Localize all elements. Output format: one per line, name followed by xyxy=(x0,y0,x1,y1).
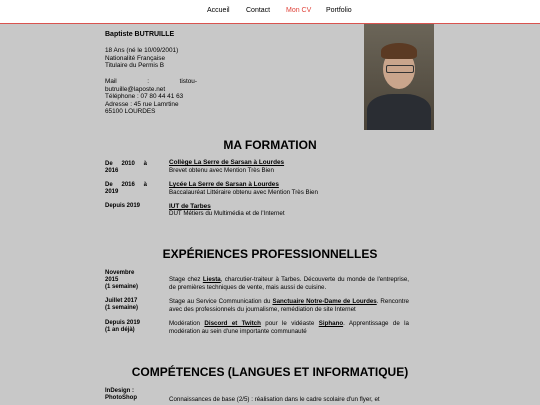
profile-age: 18 Ans (né le 10/09/2001) xyxy=(105,47,179,54)
formation-date: De 2010 à 2016 xyxy=(105,161,147,174)
formation-heading: MA FORMATION xyxy=(223,138,317,152)
formation-date: De 2016 à 2019 xyxy=(105,182,147,195)
experience-link[interactable]: Discord et Twitch xyxy=(204,320,261,327)
competences-heading: COMPÉTENCES (LANGUES ET INFORMATIQUE) xyxy=(131,365,409,379)
profile-name: Baptiste BUTRUILLE xyxy=(105,31,175,38)
competence-desc: Connaissances de base (2/5) : réalisation dans le cadre scolaire d'un flyer, et xyxy=(169,396,380,403)
experience-link[interactable]: Siphano xyxy=(318,320,344,327)
experience-desc: Modération Discord et Twitch pour le vidéaste Siphano. Apprentissage de la modération au sein d'une importante communauté xyxy=(169,320,409,335)
profile-city: 65100 LOURDES xyxy=(105,108,156,116)
competence-label: InDesign : PhotoShop xyxy=(105,388,137,401)
experiences-heading: EXPÉRIENCES PROFESSIONNELLES xyxy=(162,247,378,261)
nav-portfolio[interactable]: Portfolio xyxy=(326,7,352,14)
nav-mon-cv[interactable]: Mon CV xyxy=(286,7,312,14)
experience-link[interactable]: Liesta xyxy=(202,276,221,283)
profile-photo xyxy=(364,24,434,130)
experience-date: Juillet 2017 (1 semaine) xyxy=(105,298,139,311)
profile-mail: Mail : tistou- xyxy=(105,78,197,85)
nav-accueil[interactable]: Accueil xyxy=(207,7,230,14)
formation-title[interactable]: Collège La Serre de Sarsan à Lourdes xyxy=(169,159,285,166)
profile-mail-address[interactable]: butruille@laposte.net xyxy=(105,85,166,93)
nav-contact[interactable]: Contact xyxy=(246,7,271,14)
experience-desc: Stage au Service Communication du Sanctuaire Notre-Dame de Lourdes. Rencontre avec des professionnels du journalisme, remédiation de site Internet xyxy=(169,298,409,313)
formation-title[interactable]: Lycée La Serre de Sarsan à Lourdes xyxy=(169,181,279,188)
experience-date: Depuis 2019 (1 an déjà) xyxy=(105,320,141,333)
formation-desc: DUT Métiers du Multimédia et de l'Internet xyxy=(169,210,285,217)
profile-contact xyxy=(105,78,197,116)
formation-date: Depuis 2019 xyxy=(105,203,141,209)
profile-license: Titulaire du Permis B xyxy=(105,62,165,70)
top-nav xyxy=(0,0,540,24)
profile-address: Adresse : 45 rue Lamrtine xyxy=(105,100,179,108)
profile-phone: Téléphone : 07 80 44 41 63 xyxy=(105,93,184,101)
profile-nationality: Nationalité Française xyxy=(105,54,166,62)
experience-date: Novembre 2015 (1 semaine) xyxy=(105,270,139,290)
formation-desc: Baccalauréat Littéraire obtenu avec Mention Très Bien xyxy=(169,189,318,196)
experience-desc: Stage chez Liesta, charcutier-traiteur à Tarbes. Découverte du monde de l'entreprise, de premières techniques de vente, mais aussi de cuisine. xyxy=(169,276,409,291)
formation-title[interactable]: IUT de Tarbes xyxy=(169,203,211,210)
formation-desc: Brevet obtenu avec Mention Très Bien xyxy=(169,167,274,174)
profile-identity xyxy=(105,47,178,70)
experience-link[interactable]: Sanctuaire Notre-Dame de Lourdes xyxy=(272,298,377,305)
